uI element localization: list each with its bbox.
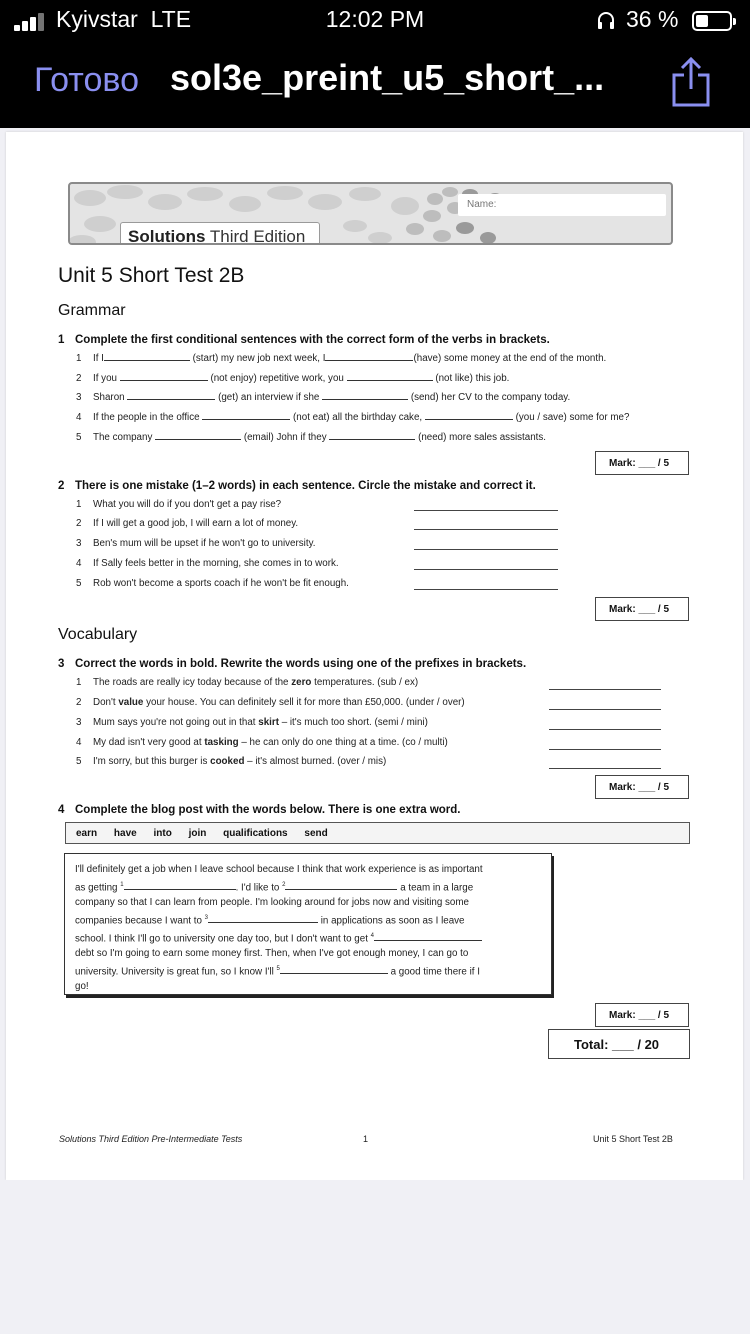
answer-blank[interactable] <box>104 353 190 361</box>
q1-item-2: 2 If you (not enjoy) repetitive work, you (not like) this job. <box>76 373 510 384</box>
answer-blank[interactable] <box>120 373 208 381</box>
q1-item-3: 3 Sharon (get) an interview if she (send) her CV to the company today. <box>76 392 571 403</box>
answer-line[interactable] <box>414 510 558 511</box>
answer-blank[interactable] <box>280 966 388 974</box>
q1-item-1: 1 If I (start) my new job next week, I (have) some money at the end of the month. <box>76 353 607 364</box>
answer-line[interactable] <box>414 549 558 550</box>
document-page[interactable] <box>6 132 743 1180</box>
footer-left: Solutions Third Edition Pre-Intermediate Tests <box>59 1134 243 1144</box>
header-banner <box>68 182 673 245</box>
q3-item-5: 5 I'm sorry, but this burger is cooked – it's almost burned. (over / mis) <box>76 756 387 767</box>
nav-row <box>0 55 750 111</box>
answer-line[interactable] <box>414 529 558 530</box>
blog-post: I'll definitely get a job when I leave school because I think that work experience is as important as getting $^1$ . I'd like to $^2$ a team in a large company so that I can learn from people. I'm looking around for jobs now and visiting some companies because I want to $^3$ in applications as soon as I leave school. I think I'll go to university one day too, but I don't want to get $^4$ debt so I'm going to earn some money first. Then, when I've got enough money, I can go to university. University is great fun, so I know I'll $^5$ a good time there if I go! <box>64 853 552 995</box>
answer-line[interactable] <box>549 729 661 730</box>
question-3-title: 3 Correct the words in bold. Rewrite the words using one of the prefixes in brackets. <box>58 658 527 670</box>
answer-line[interactable] <box>549 749 661 750</box>
battery-percent: 36 % <box>626 6 679 32</box>
word-bank-item: earn <box>76 828 98 839</box>
answer-blank[interactable] <box>425 412 513 420</box>
question-2-title: 2 There is one mistake (1–2 words) in each sentence. Circle the mistake and correct it. <box>58 480 536 492</box>
mark-box-q1: Mark: ___ / 5 <box>595 451 689 475</box>
q1-item-5: 5 The company (email) John if they (need) more sales assistants. <box>76 432 547 443</box>
mark-box-q2: Mark: ___ / 5 <box>595 597 689 621</box>
q2-item-4: 4 If Sally feels better in the morning, she comes in to work. <box>76 558 339 569</box>
vocabulary-heading: Vocabulary <box>58 626 138 643</box>
answer-blank[interactable] <box>155 432 241 440</box>
question-4-title: 4 Complete the blog post with the words below. There is one extra word. <box>58 804 461 816</box>
q2-item-5: 5 Rob won't become a sports coach if he won't be fit enough. <box>76 578 349 589</box>
answer-line[interactable] <box>549 689 661 690</box>
unit-title: Unit 5 Short Test 2B <box>58 264 245 287</box>
q1-item-4: 4 If the people in the office (not eat) all the birthday cake, (you / save) some for me? <box>76 412 630 423</box>
grammar-heading: Grammar <box>58 302 126 319</box>
status-bar <box>0 6 750 36</box>
answer-line[interactable] <box>549 709 661 710</box>
word-bank <box>65 822 690 844</box>
answer-line[interactable] <box>414 589 558 590</box>
question-1-title: 1 Complete the first conditional sentences with the correct form of the verbs in brackets. <box>58 334 550 346</box>
headphones-icon <box>596 10 616 30</box>
share-icon[interactable] <box>666 55 716 109</box>
solutions-logo: Solutions Third Edition <box>120 222 320 245</box>
word-bank-item: join <box>188 828 207 839</box>
word-bank-item: send <box>304 828 328 839</box>
answer-blank[interactable] <box>202 412 290 420</box>
clock: 12:02 PM <box>325 6 425 32</box>
answer-blank[interactable] <box>347 373 433 381</box>
answer-blank[interactable] <box>208 915 318 923</box>
q3-item-3: 3 Mum says you're not going out in that skirt – it's much too short. (semi / mini) <box>76 717 428 728</box>
done-button[interactable]: Готово <box>34 61 139 99</box>
mark-box-q3: Mark: ___ / 5 <box>595 775 689 799</box>
answer-blank[interactable] <box>329 432 415 440</box>
q3-item-2: 2 Don't value your house. You can definitely sell it for more than £50,000. (under / over) <box>76 697 465 708</box>
footer-page-number: 1 <box>363 1134 369 1144</box>
answer-blank[interactable] <box>322 392 408 400</box>
answer-line[interactable] <box>414 569 558 570</box>
answer-blank[interactable] <box>127 392 215 400</box>
q3-item-4: 4 My dad isn't very good at tasking – he can only do one thing at a time. (co / multi) <box>76 737 448 748</box>
name-field: Name: <box>458 194 666 216</box>
total-box: Total: ___ / 20 <box>548 1029 690 1059</box>
footer-right: Unit 5 Short Test 2B <box>593 1134 673 1144</box>
word-bank-item: qualifications <box>223 828 288 839</box>
q3-item-1: 1 The roads are really icy today because of the zero temperatures. (sub / ex) <box>76 677 419 688</box>
mark-box-q4: Mark: ___ / 5 <box>595 1003 689 1027</box>
word-bank-item: have <box>113 828 137 839</box>
word-bank-item: into <box>153 828 172 839</box>
answer-blank[interactable] <box>285 882 397 890</box>
answer-line[interactable] <box>549 768 661 769</box>
viewer-background <box>0 1180 750 1334</box>
battery-icon <box>692 11 732 31</box>
q2-item-1: 1 What you will do if you don't get a pay rise? <box>76 499 282 510</box>
answer-blank[interactable] <box>374 933 482 941</box>
document-title: sol3e_preint_u5_short_... <box>170 57 605 98</box>
carrier-label: Kyivstar LTE <box>56 6 192 32</box>
answer-blank[interactable] <box>325 353 413 361</box>
answer-blank[interactable] <box>124 882 236 890</box>
q2-item-3: 3 Ben's mum will be upset if he won't go to university. <box>76 538 316 549</box>
top-bar <box>0 0 750 128</box>
q2-item-2: 2 If I will get a good job, I will earn a lot of money. <box>76 518 299 529</box>
